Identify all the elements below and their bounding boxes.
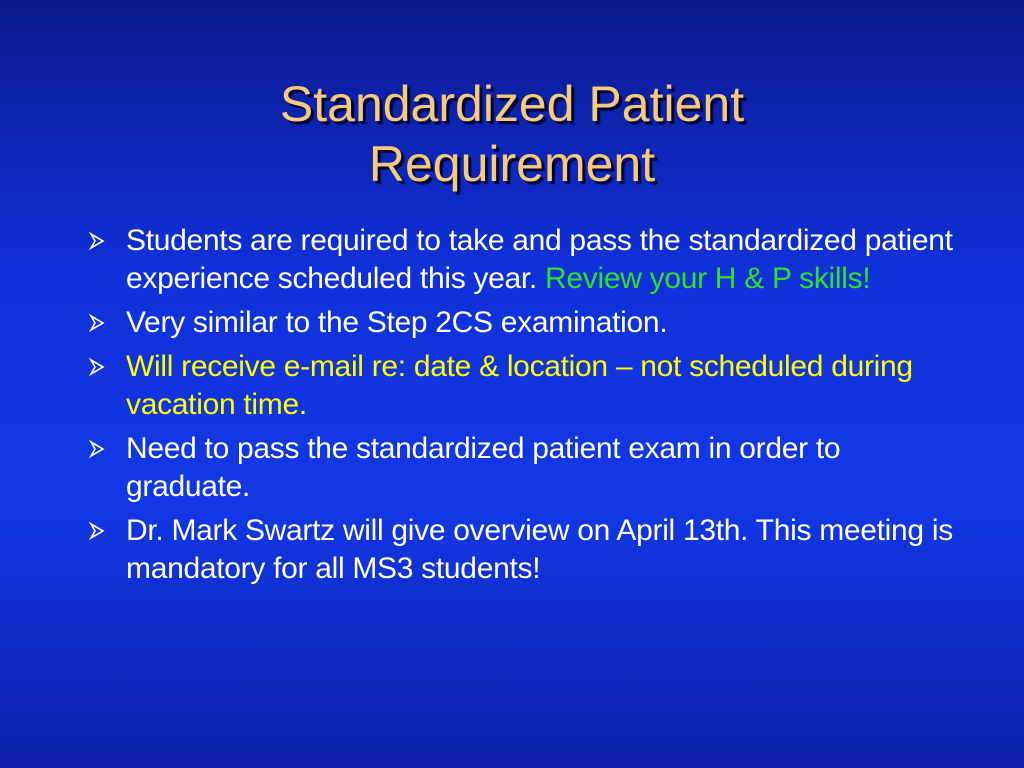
- arrow-bullet-icon: [88, 358, 106, 376]
- bullet-item: [86, 430, 966, 506]
- slide-title: [0, 74, 1024, 194]
- arrow-bullet-icon: [88, 440, 106, 458]
- slide-title-line-2: Requirement: [368, 136, 656, 192]
- bullet-list: [86, 222, 966, 594]
- slide-title-line-1: Standardized Patient: [279, 76, 745, 132]
- arrow-bullet-icon: [88, 522, 106, 540]
- arrow-bullet-icon: [88, 232, 106, 250]
- bullet-text: Students are required to take and pass the standardized patient experience scheduled this year.: [126, 224, 953, 295]
- bullet-item: [86, 512, 966, 588]
- bullet-text: Need to pass the standardized patient exam in order to graduate.: [126, 432, 841, 503]
- arrow-bullet-icon: [88, 314, 106, 332]
- bullet-item: [86, 348, 966, 424]
- bullet-text: Very similar to the Step 2CS examination.: [126, 306, 668, 339]
- bullet-text: Will receive e-mail re: date & location – not scheduled during vacation time.: [126, 350, 913, 421]
- bullet-highlight-text: Review your H & P skills!: [545, 262, 871, 295]
- bullet-item: [86, 304, 966, 342]
- bullet-text: Dr. Mark Swartz will give overview on April 13th. This meeting is mandatory for all MS3 students!: [126, 514, 953, 585]
- bullet-item: [86, 222, 966, 298]
